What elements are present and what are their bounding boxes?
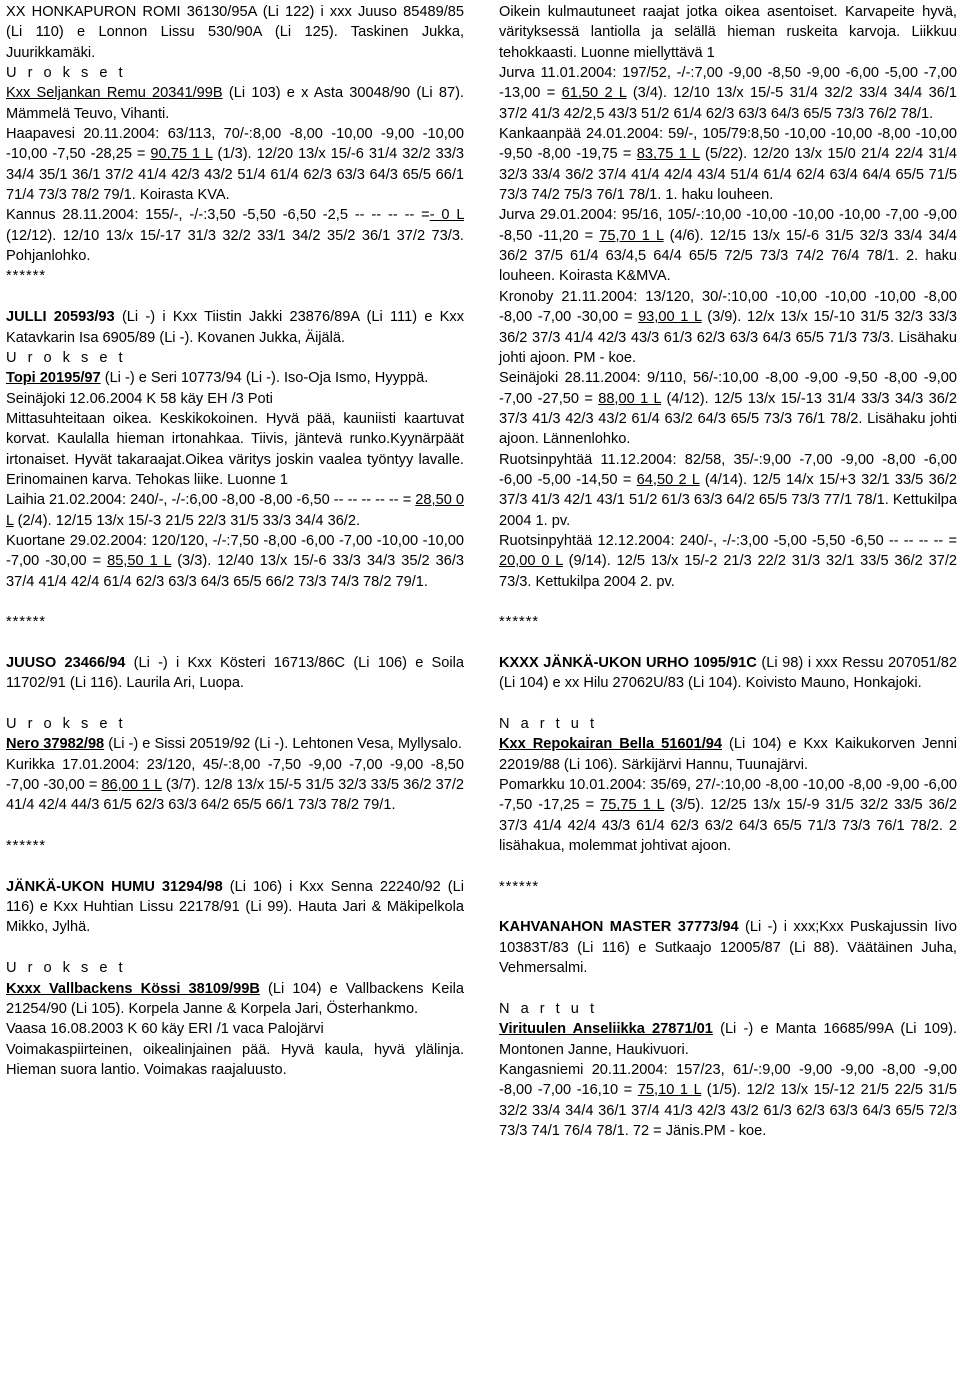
- entry-humu: [6, 877, 464, 938]
- offspring-name: Nero 37982/98: [6, 736, 105, 753]
- entry-heading: JÄNKÄ-UKON HUMU 31294/98: [6, 878, 223, 895]
- separator: ******: [6, 268, 47, 285]
- trial-result: Ruotsinpyhtää 12.12.2004: 240/-, -/-:3,00 -5,00 -5,50 -6,50 -- -- -- -- = 20,00 0 L (9/14). 12/5 13/x 15/-2 21/3 22/2 31/3 32/1 33/5 36/2 37/2 73/3. Kettukilpa 2004 2. pv.: [499, 532, 958, 590]
- entry-heading: KAHVANAHON MASTER 37773/94: [499, 919, 739, 936]
- entry-pedigree: (Li 122) i xxx Juuso 85489/85 (Li 110) e Lonnon Lissu 530/90A (Li 125). Taskinen Jukka, Juurikkamäki.: [6, 4, 464, 61]
- separator: ******: [6, 838, 47, 855]
- offspring-name: Kxx Repokairan Bella 51601/94: [499, 736, 722, 753]
- show-critique: Voimakaspiirteinen, oikealinjainen pää. Hyvä kaula, hyvä ylälinja. Hieman suora lantio. Voimakas raajaluusto.: [6, 1041, 464, 1078]
- entry-pedigree: (Li -) i Kxx Kösteri 16713/86C (Li 106) e Soila 11702/91 (Li 116). Laurila Ari, Luopa.: [6, 655, 464, 692]
- entry-heading: XX HONKAPURON ROMI 36130/95A: [6, 4, 257, 20]
- section-label-urokset: U r o k s e t: [6, 65, 127, 82]
- offspring-name: Kxxx Vallbackens Kössi 38109/99B: [6, 980, 260, 997]
- entry-pedigree: (Li 106) i Kxx Senna 22240/92 (Li 116) e Kxx Huhtian Lissu 22178/91 (Li 99). Hauta Jari & Mäkipelkola Mikko, Jylhä.: [6, 878, 464, 936]
- separator: ******: [499, 614, 540, 631]
- offspring-pedigree: (Li 103) e x Asta 30048/90 (Li 87). Mämmelä Teuvo, Vihanti.: [6, 85, 464, 122]
- entry-heading: JULLI 20593/93: [6, 309, 115, 326]
- trial-result: Kankaanpää 24.01.2004: 59/-, 105/79:8,50 -10,00 -10,00 -8,00 -10,00 -9,50 -8,00 -19,75 = 83,75 1 L (5/22). 12/20 13/x 15/0 21/4 22/4 31/4 32/3 33/4 36/2 37/4 41/4 42/4 43/4 51/4 61/4 62/4 63/4 64/4 65/5 71/5 73/3 74/2 75/3 76/1 78/1. 1. haku louheen.: [499, 126, 957, 204]
- entry-heading: KXXX JÄNKÄ-UKON URHO 1095/91C: [499, 655, 757, 671]
- trial-result: Pomarkku 10.01.2004: 35/69, 27/-:10,00 -8,00 -10,00 -8,00 -9,00 -6,00 -7,50 -17,25 = 75,75 1 L (3/5). 12/25 13/x 15/-9 31/5 32/2 33/5 36/2 37/3 41/4 42/4 43/3 61/4 62/3 63/2 64/3 65/5 71/3 73/3 76/1 78/2. 2 lisähakua, molemmat johtivat ajoon.: [499, 777, 958, 855]
- offspring-name: Topi 20195/97: [6, 370, 101, 387]
- offspring-pedigree: (Li 104) e Vallbackens Keila 21254/90 (Li 105). Korpela Janne & Korpela Jari, Österhankmo.: [6, 980, 464, 1017]
- section-label-urokset: U r o k s e t: [6, 349, 127, 366]
- trial-result: Kangasniemi 20.11.2004: 157/23, 61/-:9,00 -9,00 -9,00 -8,00 -9,00 -8,00 -7,00 -16,10 = 75,10 1 L (1/5). 12/2 13/x 15/-12 21/5 22/5 31/5 32/2 33/4 34/4 36/1 37/4 41/3 42/3 43/2 61/3 62/3 63/3 64/3 65/5 72/3 73/3 74/1 76/4 78/1. 72 = Jänis.PM - koe.: [499, 1061, 957, 1139]
- show-result: Vaasa 16.08.2003 K 60 käy ERI /1 vaca Palojärvi: [6, 1021, 324, 1038]
- entry-pedigree: (Li 98) i xxx Ressu 207051/82 (Li 104) e xx Hilu 27062U/83 (Li 104). Koivisto Mauno, Honkajoki.: [499, 655, 957, 692]
- offspring-topi: [6, 368, 464, 388]
- trial-result: Haapavesi 20.11.2004: 63/113, 70/-:8,00 -8,00 -10,00 -9,00 -10,00 -10,00 -7,50 -28,25 = 90,75 1 L (1/3). 12/20 13/x 15/-6 31/4 32/2 33/3 34/4 35/1 36/1 37/2 41/4 42/3 43/2 51/4 61/4 62/3 63/3 64/3 65/5 66/1 71/4 73/3 78/2 79/1. Koirasta KVA.: [6, 126, 464, 204]
- offspring-pedigree: (Li -) e Manta 16685/99A (Li 109). Montonen Janne, Haukivuori.: [499, 1021, 957, 1058]
- offspring-name: Virituulen Anseliikka 27871/01: [499, 1021, 713, 1038]
- trial-result: Jurva 29.01.2004: 95/16, 105/-:10,00 -10,00 -10,00 -10,00 -7,00 -9,00 -8,50 -11,20 = 75,70 1 L (4/6). 12/15 13/x 15/-6 31/5 32/3 33/4 34/4 36/2 37/5 61/4 63/4,5 64/4 65/5 72/5 73/3 74/2 76/4 78/1. 2. haku louheen. Koirasta K&MVA.: [499, 207, 957, 285]
- offspring-pedigree: (Li -) e Sissi 20519/92 (Li -). Lehtonen Vesa, Myllysalo.: [108, 736, 462, 753]
- entry-juuso: [6, 653, 464, 694]
- trial-result: Kuortane 29.02.2004: 120/120, -/-:7,50 -8,00 -6,00 -7,00 -10,00 -10,00 -7,00 -30,00 = 85,50 1 L (3/3). 12/40 13/x 15/-6 33/3 34/3 35/2 36/3 37/4 41/4 42/4 61/4 62/3 63/3 64/3 65/5 66/2 73/3 74/3 78/2 79/1.: [6, 532, 465, 590]
- separator: ******: [6, 614, 47, 631]
- entry-heading: JUUSO 23466/94: [6, 655, 126, 671]
- section-label-urokset: U r o k s e t: [6, 716, 127, 733]
- trial-result: Jurva 11.01.2004: 197/52, -/-:7,00 -9,00 -8,50 -9,00 -6,00 -5,00 -7,00 -13,00 = 61,50 2 L (3/4). 12/10 13/x 15/-5 31/4 32/2 33/4 34/4 36/1 37/2 41/3 42/2,5 43/3 51/2 61/4 62/3 63/3 64/3 65/5 73/3 76/2 78/1.: [499, 65, 957, 122]
- offspring-remu: [6, 83, 464, 124]
- offspring-anseliikka: [499, 1019, 957, 1060]
- show-critique: Mittasuhteitaan oikea. Keskikokoinen. Hyvä pää, kauniisti kaartuvat korvat. Kaulalla hieman irtonahkaa. Tiivis, jäntevä runko.Kyynärpäät irtonaiset. Hyvät takaraajat.Oikea väritys joskin vaalea työntyy lavalle. Erinomainen karva. Tehokas liike. Luonne 1: [6, 410, 464, 488]
- entry-urho: [499, 653, 957, 694]
- left-column: [6, 2, 464, 1080]
- trial-result: Kurikka 17.01.2004: 23/120, 45/-:8,00 -7,50 -9,00 -7,00 -9,00 -8,50 -7,00 -30,00 = 86,00 1 L (3/7). 12/8 13/x 15/-5 31/5 32/3 33/5 36/2 37/2 41/4 42/4 44/3 61/5 62/3 63/3 64/2 65/5 66/1 73/3 78/2 79/1.: [6, 756, 464, 814]
- trial-result: Kannus 28.11.2004: 155/-, -/-:3,50 -5,50 -6,50 -2,5 -- -- -- -- =- 0 L (12/12). 12/10 13/x 15/-17 31/3 32/2 33/1 34/2 35/2 36/1 37/2 73/3. Pohjanlohko.: [6, 207, 464, 265]
- offspring-kossi: [6, 979, 464, 1020]
- trial-result: Seinäjoki 28.11.2004: 9/110, 56/-:10,00 -8,00 -9,00 -9,50 -8,00 -9,00 -7,00 -27,50 = 88,00 1 L (4/12). 12/5 13/x 15/-13 31/4 33/3 34/3 36/2 37/3 41/3 42/3 43/2 61/4 63/2 64/3 65/5 73/3 76/1 78/2. Lisähaku johti ajoon. Lännenlohko.: [499, 370, 957, 448]
- separator: ******: [499, 878, 540, 895]
- entry-pedigree: (Li -) i xxx;Kxx Puskajussin Iivo 10383T/83 (Li 116) e Sutkaajo 12005/87 (Li 88). Väätäinen Juha, Vehmersalmi.: [499, 919, 957, 977]
- trial-result: Ruotsinpyhtää 11.12.2004: 82/58, 35/-:9,00 -7,00 -9,00 -8,00 -6,00 -6,00 -5,00 -14,50 = 64,50 2 L (4/14). 12/5 14/x 15/+3 32/1 33/5 36/2 37/3 41/3 42/1 43/1 51/2 61/3 63/3 64/2 65/5 73/3 77/1 78/1. Kettukilpa 2004 1. pv.: [499, 451, 957, 529]
- offspring-pedigree: (Li -) e Seri 10773/94 (Li -). Iso-Oja Ismo, Hyyppä.: [104, 370, 429, 387]
- right-column: [499, 2, 957, 1141]
- entry-julli: [6, 307, 464, 348]
- entry-master: [499, 917, 957, 978]
- show-result: Seinäjoki 12.06.2004 K 58 käy EH /3 Poti: [6, 390, 273, 407]
- trial-result: Kronoby 21.11.2004: 13/120, 30/-:10,00 -10,00 -10,00 -10,00 -8,00 -8,00 -7,00 -30,00 = 93,00 1 L (3/9). 12/x 13/x 15/-10 31/5 32/3 33/3 36/2 37/3 41/4 42/3 43/3 61/3 62/3 63/3 64/3 65/5 71/3 73/3. Lisähaku johti ajoon. PM - koe.: [499, 288, 958, 366]
- show-critique-continued: Oikein kulmautuneet raajat jotka oikea asentoiset. Karvapeite hyvä, värityksessä lantiolla ja selällä hieman ruskeita karvoja. Liikkuu tehokkaasti. Luonne miellyttävä 1: [499, 4, 957, 61]
- entry-romi: [6, 2, 464, 63]
- entry-pedigree: (Li -) i Kxx Tiistin Jakki 23876/89A (Li 111) e Kxx Katavkarin Isa 6905/89 (Li -). Kovanen Jukka, Äijälä.: [6, 309, 465, 346]
- offspring-name: Kxx Seljankan Remu 20341/99B: [6, 85, 223, 102]
- offspring-nero: [6, 734, 464, 754]
- trial-result: Laihia 21.02.2004: 240/-, -/-:6,00 -8,00 -8,00 -6,50 -- -- -- -- -- = 28,50 0 L (2/4). 12/15 13/x 15/-3 21/5 22/3 31/5 33/3 34/4 36/2.: [6, 492, 464, 529]
- offspring-pedigree: (Li 104) e Kxx Kaikukorven Jenni 22019/88 (Li 106). Särkijärvi Hannu, Tuunajärvi.: [499, 736, 958, 773]
- offspring-bella: [499, 734, 957, 775]
- section-label-nartut: N a r t u t: [499, 1000, 598, 1017]
- section-label-nartut: N a r t u t: [499, 716, 598, 733]
- section-label-urokset: U r o k s e t: [6, 960, 127, 977]
